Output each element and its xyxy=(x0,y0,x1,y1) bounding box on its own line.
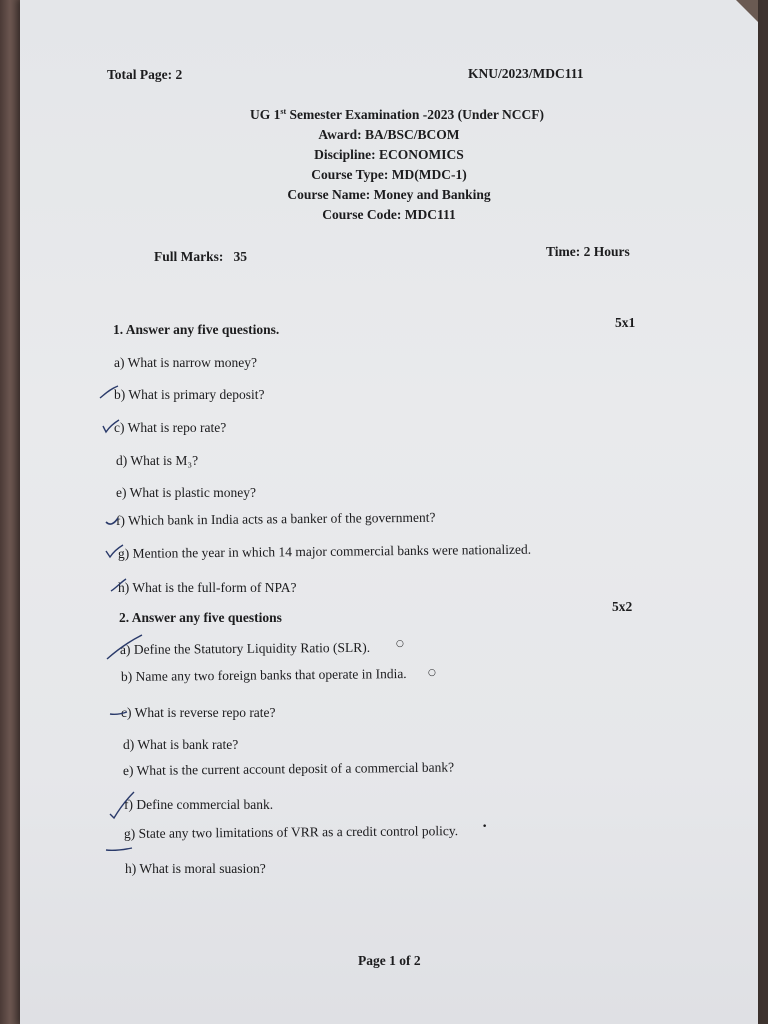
pen-tick-mark xyxy=(108,702,130,718)
s2-question-c: c) What is reverse repo rate? xyxy=(121,705,276,720)
exam-title-suffix: Semester Examination -2023 (Under NCCF) xyxy=(286,107,544,122)
pen-dot-mark: ○ xyxy=(428,668,436,678)
pen-tick-mark xyxy=(100,418,122,434)
pen-tick-mark xyxy=(104,633,144,661)
section2-heading: 2. Answer any five questions xyxy=(119,610,282,625)
pen-tick-mark xyxy=(106,790,136,820)
discipline-line: Discipline: ECONOMICS xyxy=(314,147,464,162)
pen-dot-mark: • xyxy=(482,822,488,832)
full-marks: Full Marks: 35 xyxy=(154,249,247,264)
course-name-line: Course Name: Money and Banking xyxy=(287,187,491,202)
award-line: Award: BA/BSC/BCOM xyxy=(318,127,460,142)
s2-question-b: b) Name any two foreign banks that operate in India. xyxy=(120,666,407,684)
s2-question-f: f) Define commercial bank. xyxy=(124,797,274,812)
s1-question-f: f) Which bank in India acts as a banker of the government? xyxy=(115,509,436,528)
total-page-label: Total Page: 2 xyxy=(107,67,183,82)
s1-question-c: c) What is repo rate? xyxy=(114,420,227,435)
section1-marks: 5x1 xyxy=(615,315,636,330)
folded-corner xyxy=(736,0,758,22)
pen-tick-mark xyxy=(104,512,126,528)
pen-tick-mark xyxy=(104,543,126,559)
section1-heading: 1. Answer any five questions. xyxy=(113,322,280,337)
exam-title-prefix: UG 1 xyxy=(249,107,281,122)
s2-question-g: g) State any two limitations of VRR as a credit control policy. xyxy=(123,823,459,841)
pen-dot-mark: ○ xyxy=(396,639,404,649)
pen-tick-mark xyxy=(98,384,120,400)
pen-tick-mark xyxy=(108,577,130,593)
s1-question-e: e) What is plastic money? xyxy=(116,485,256,500)
exam-paper xyxy=(20,0,758,1024)
s1-question-b: b) What is primary deposit? xyxy=(114,387,265,402)
s2-question-e: e) What is the current account deposit of a commercial bank? xyxy=(122,759,455,778)
section2-marks: 5x2 xyxy=(612,599,633,614)
s2-question-a: a) Define the Statutory Liquidity Ratio (SLR). xyxy=(119,639,371,657)
s1-question-a: a) What is narrow money? xyxy=(114,355,257,370)
pen-tick-mark xyxy=(104,838,134,854)
exam-time: Time: 2 Hours xyxy=(546,244,630,259)
course-type-line: Course Type: MD(MDC-1) xyxy=(311,167,467,182)
s2-question-h: h) What is moral suasion? xyxy=(125,861,266,876)
course-code-line: Course Code: MDC111 xyxy=(322,207,456,222)
s2-question-d: d) What is bank rate? xyxy=(123,737,239,752)
s1-question-g: g) Mention the year in which 14 major commercial banks were nationalized. xyxy=(117,541,532,561)
exam-title-sup: st xyxy=(280,107,287,116)
s1-question-h: h) What is the full-form of NPA? xyxy=(118,580,297,595)
s1-question-d: d) What is M₃? xyxy=(116,453,199,468)
page-number: Page 1 of 2 xyxy=(358,953,421,968)
exam-title xyxy=(20,108,766,122)
paper-code: KNU/2023/MDC111 xyxy=(468,66,584,81)
